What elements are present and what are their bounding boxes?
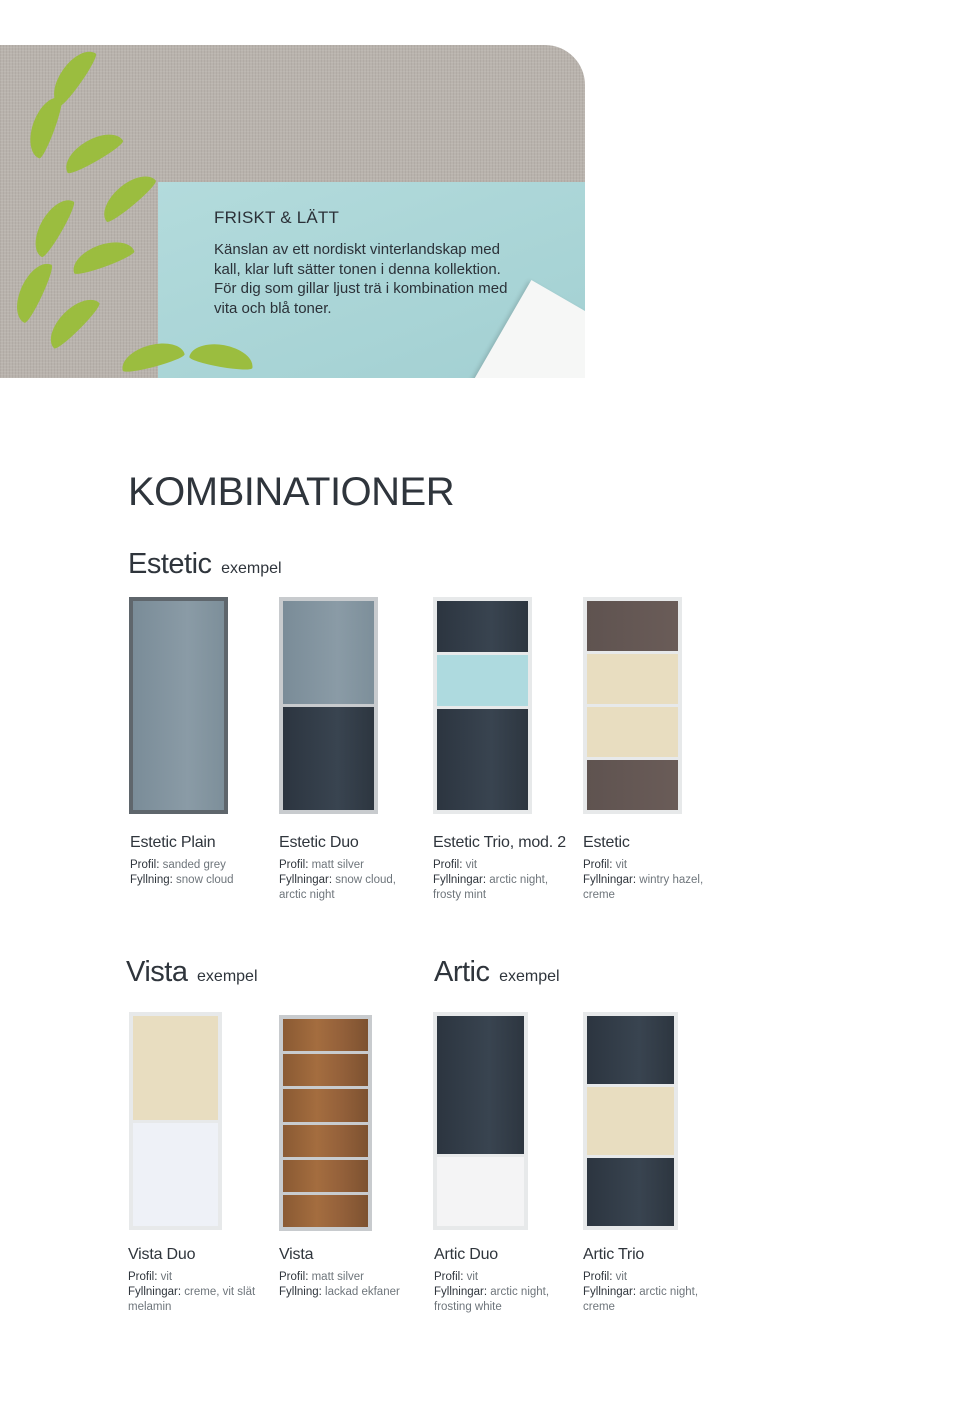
caption-line xyxy=(130,873,280,888)
door-panel xyxy=(283,1195,368,1227)
hero-body: Känslan av ett nordiskt vinterlandskap med kall, klar luft sätter tonen i denna kollektion. För dig som gillar ljust trä i kombination med vita och blå toner. xyxy=(214,241,508,317)
label: Profil: xyxy=(434,1271,464,1283)
door-panel xyxy=(283,601,374,704)
door-panel xyxy=(437,709,528,811)
door-name: Vista Duo xyxy=(128,1246,196,1263)
value: matt silver xyxy=(308,859,364,871)
value: wintry hazel, xyxy=(636,874,704,886)
door-panel xyxy=(587,654,678,704)
door-panel xyxy=(437,1016,524,1154)
section-sub: exempel xyxy=(221,560,282,577)
door-panel xyxy=(133,1123,218,1227)
door-panel xyxy=(283,1054,368,1086)
door-vista xyxy=(279,1015,372,1231)
value: snow cloud xyxy=(172,874,234,886)
caption-line xyxy=(433,873,583,888)
caption-vista xyxy=(279,1246,429,1300)
door-panel xyxy=(283,1125,368,1157)
leaf-decoration xyxy=(95,167,158,225)
door-artic-duo xyxy=(433,1012,528,1230)
label: Fyllning: xyxy=(279,1286,322,1298)
label: Fyllningar: xyxy=(583,1286,637,1298)
door-panel xyxy=(587,707,678,757)
caption-line xyxy=(583,873,733,888)
door-panel xyxy=(587,1158,674,1226)
caption-estetic-duo xyxy=(279,834,429,903)
section-name: Vista xyxy=(126,956,188,988)
label: Fyllningar: xyxy=(279,874,333,886)
caption-line xyxy=(128,1285,278,1300)
label: Profil: xyxy=(279,1271,309,1283)
caption-artic-trio xyxy=(583,1246,733,1315)
caption-line xyxy=(433,858,583,873)
label: Profil: xyxy=(583,859,613,871)
value: vit xyxy=(612,859,628,871)
caption-line xyxy=(279,1285,429,1300)
section-title-artic xyxy=(434,956,560,989)
value: vit xyxy=(612,1271,628,1283)
caption-line xyxy=(128,1270,278,1285)
door-name: Estetic xyxy=(583,834,630,851)
value: arctic night, xyxy=(636,1286,699,1298)
door-panel xyxy=(437,601,528,652)
door-artic-trio xyxy=(583,1012,678,1230)
door-vista-duo xyxy=(129,1012,222,1230)
caption-line: frosty mint xyxy=(433,889,487,901)
caption-estetic-trio xyxy=(433,834,583,903)
door-panel xyxy=(133,1016,218,1120)
caption-line xyxy=(583,858,733,873)
label: Fyllningar: xyxy=(128,1286,182,1298)
leaf-decoration xyxy=(42,291,103,352)
leaf-decoration xyxy=(59,125,125,176)
label: Fyllning: xyxy=(130,874,173,886)
value: vit xyxy=(157,1271,173,1283)
door-name: Estetic Duo xyxy=(279,834,359,851)
section-name: Estetic xyxy=(128,548,212,580)
caption-line xyxy=(434,1270,584,1285)
leaf-decoration xyxy=(9,257,56,324)
door-name: Estetic Trio, mod. 2 xyxy=(433,834,566,851)
caption-line xyxy=(583,1285,733,1300)
door-panel xyxy=(283,1089,368,1121)
label: Profil: xyxy=(128,1271,158,1283)
value: vit xyxy=(463,1271,479,1283)
caption-artic-duo xyxy=(434,1246,584,1315)
page-title: KOMBINATIONER xyxy=(128,470,455,514)
label: Profil: xyxy=(583,1271,613,1283)
leaf-decoration xyxy=(68,235,136,278)
door-name: Artic Trio xyxy=(583,1246,645,1263)
caption-line: arctic night xyxy=(279,889,335,901)
caption-line xyxy=(583,1270,733,1285)
caption-estetic-plain xyxy=(130,834,280,888)
door-panel xyxy=(587,601,678,651)
label: Profil: xyxy=(433,859,463,871)
section-title-estetic xyxy=(128,548,282,581)
value: vit xyxy=(462,859,478,871)
caption-line: frosting white xyxy=(434,1301,502,1313)
section-name: Artic xyxy=(434,956,490,988)
door-panel xyxy=(283,1160,368,1192)
hero-text xyxy=(214,208,514,318)
door-panel xyxy=(587,1087,674,1155)
door-panel xyxy=(283,707,374,810)
value: lackad ekfaner xyxy=(321,1286,400,1298)
value: snow cloud, xyxy=(332,874,396,886)
label: Fyllningar: xyxy=(434,1286,488,1298)
value: creme, vit slät xyxy=(181,1286,256,1298)
value: arctic night, xyxy=(486,874,549,886)
leaf-decoration xyxy=(23,92,66,160)
door-estetic-duo xyxy=(279,597,378,814)
door-panel xyxy=(437,655,528,706)
value: arctic night, xyxy=(487,1286,550,1298)
caption-line: melamin xyxy=(128,1301,172,1313)
caption-line: creme xyxy=(583,1301,615,1313)
door-panel xyxy=(133,601,224,810)
hero-title: FRISKT & LÄTT xyxy=(214,208,340,227)
door-estetic xyxy=(583,597,682,814)
section-sub: exempel xyxy=(499,968,560,985)
value: sanded grey xyxy=(159,859,226,871)
door-name: Estetic Plain xyxy=(130,834,216,851)
section-sub: exempel xyxy=(197,968,258,985)
leaf-decoration xyxy=(26,193,77,259)
caption-estetic xyxy=(583,834,733,903)
caption-line: creme xyxy=(583,889,615,901)
door-panel xyxy=(587,760,678,810)
door-name: Vista xyxy=(279,1246,314,1263)
label: Profil: xyxy=(130,859,160,871)
value: matt silver xyxy=(308,1271,364,1283)
caption-line xyxy=(279,858,429,873)
caption-line xyxy=(279,873,429,888)
label: Fyllningar: xyxy=(433,874,487,886)
caption-line xyxy=(130,858,280,873)
caption-line xyxy=(279,1270,429,1285)
door-panel xyxy=(437,1157,524,1226)
caption-vista-duo xyxy=(128,1246,278,1315)
door-panel xyxy=(587,1016,674,1084)
caption-line xyxy=(434,1285,584,1300)
label: Profil: xyxy=(279,859,309,871)
door-panel xyxy=(283,1019,368,1051)
section-title-vista xyxy=(126,956,258,989)
door-estetic-plain xyxy=(129,597,228,814)
label: Fyllningar: xyxy=(583,874,637,886)
door-name: Artic Duo xyxy=(434,1246,498,1263)
door-estetic-trio xyxy=(433,597,532,814)
